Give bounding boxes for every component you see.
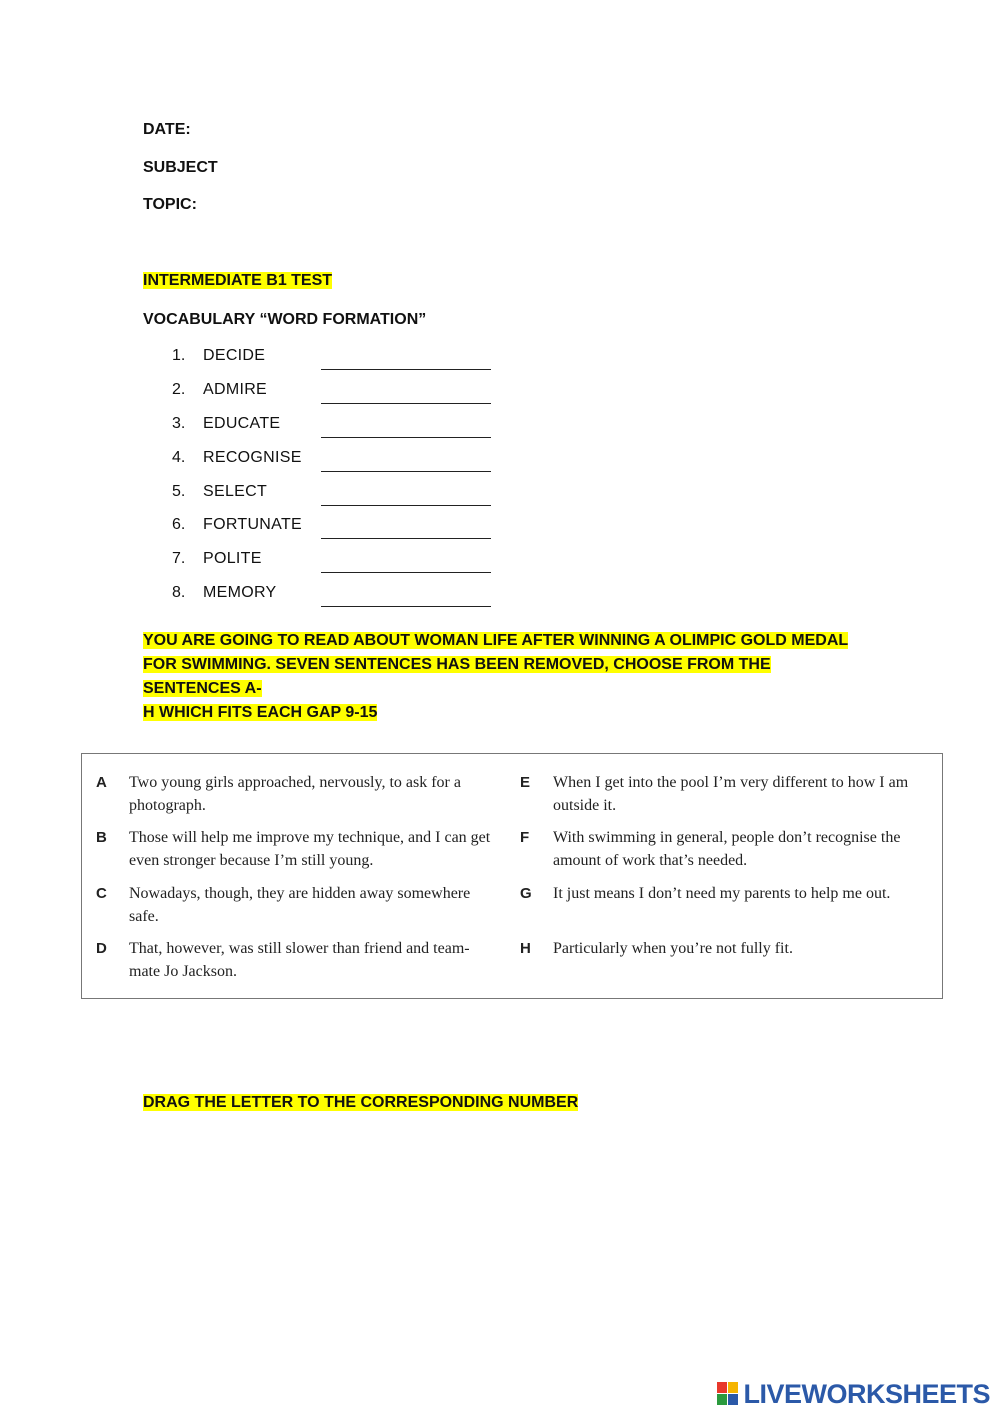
drag-instruction: DRAG THE LETTER TO THE CORRESPONDING NUMBER	[143, 1094, 579, 1111]
option-text: When I get into the pool I’m very different to how I am outside it.	[553, 774, 909, 814]
answer-input-1[interactable]	[321, 347, 491, 370]
option-letter: E	[520, 774, 531, 791]
option-text: That, however, was still slower than friend and team-mate Jo Jackson.	[129, 940, 470, 980]
option-letter: B	[96, 829, 107, 846]
reading-instructions	[143, 629, 863, 725]
vocab-item	[172, 449, 502, 471]
option-letter: F	[520, 829, 530, 846]
vocab-item	[172, 584, 502, 606]
vocab-word: DECIDE	[203, 347, 266, 364]
option-letter: C	[96, 885, 107, 902]
vocab-item	[172, 415, 502, 437]
test-title: INTERMEDIATE B1 TEST	[143, 272, 333, 289]
vocab-word: RECOGNISE	[203, 449, 302, 466]
option-text: Two young girls approached, nervously, to ask for a photograph.	[129, 774, 461, 814]
vocab-num: 3.	[172, 415, 186, 432]
option-letter: A	[96, 774, 107, 791]
instruction-line: H WHICH FITS EACH GAP 9-15	[143, 704, 378, 721]
subject-label: SUBJECT	[143, 159, 218, 176]
answer-input-8[interactable]	[321, 584, 491, 607]
vocab-item	[172, 483, 502, 505]
instruction-line: YOU ARE GOING TO READ ABOUT WOMAN LIFE AFTER WINNING A OLIMPIC GOLD MEDAL	[143, 632, 849, 649]
vocab-word: EDUCATE	[203, 415, 281, 432]
vocab-num: 5.	[172, 483, 186, 500]
vocab-num: 7.	[172, 550, 186, 567]
vocab-word: MEMORY	[203, 584, 277, 601]
answer-input-6[interactable]	[321, 516, 491, 539]
option-text: It just means I don’t need my parents to help me out.	[553, 885, 891, 902]
vocab-item	[172, 516, 502, 538]
vocab-word: FORTUNATE	[203, 516, 302, 533]
instruction-line: FOR SWIMMING. SEVEN SENTENCES HAS BEEN REMOVED, CHOOSE FROM THE SENTENCES A-	[143, 656, 771, 697]
vocab-num: 6.	[172, 516, 186, 533]
vocab-item	[172, 550, 502, 572]
answer-input-5[interactable]	[321, 483, 491, 506]
answer-input-7[interactable]	[321, 550, 491, 573]
vocab-word: SELECT	[203, 483, 268, 500]
logo-mark-icon	[717, 1382, 739, 1406]
vocab-num: 8.	[172, 584, 186, 601]
vocab-item	[172, 381, 502, 403]
option-letter: D	[96, 940, 107, 957]
sentence-options-box	[81, 753, 943, 999]
vocab-num: 4.	[172, 449, 186, 466]
vocab-item	[172, 347, 502, 369]
topic-label: TOPIC:	[143, 196, 197, 213]
vocab-title: VOCABULARY “WORD FORMATION”	[143, 311, 427, 328]
answer-input-4[interactable]	[321, 449, 491, 472]
option-letter: H	[520, 940, 531, 957]
option-letter: G	[520, 885, 532, 902]
answer-input-2[interactable]	[321, 381, 491, 404]
liveworksheets-logo	[717, 1378, 990, 1410]
date-label: DATE:	[143, 121, 191, 138]
logo-text: LIVEWORKSHEETS	[743, 1378, 990, 1409]
vocab-word: POLITE	[203, 550, 262, 567]
answer-input-3[interactable]	[321, 415, 491, 438]
vocab-num: 2.	[172, 381, 186, 398]
vocab-num: 1.	[172, 347, 186, 364]
option-text: Those will help me improve my technique, and I can get even stronger because I’m still young.	[129, 829, 491, 869]
vocab-word: ADMIRE	[203, 381, 268, 398]
option-text: Particularly when you’re not fully fit.	[553, 940, 793, 957]
option-text: Nowadays, though, they are hidden away somewhere safe.	[129, 885, 471, 925]
option-text: With swimming in general, people don’t recognise the amount of work that’s needed.	[553, 829, 901, 869]
